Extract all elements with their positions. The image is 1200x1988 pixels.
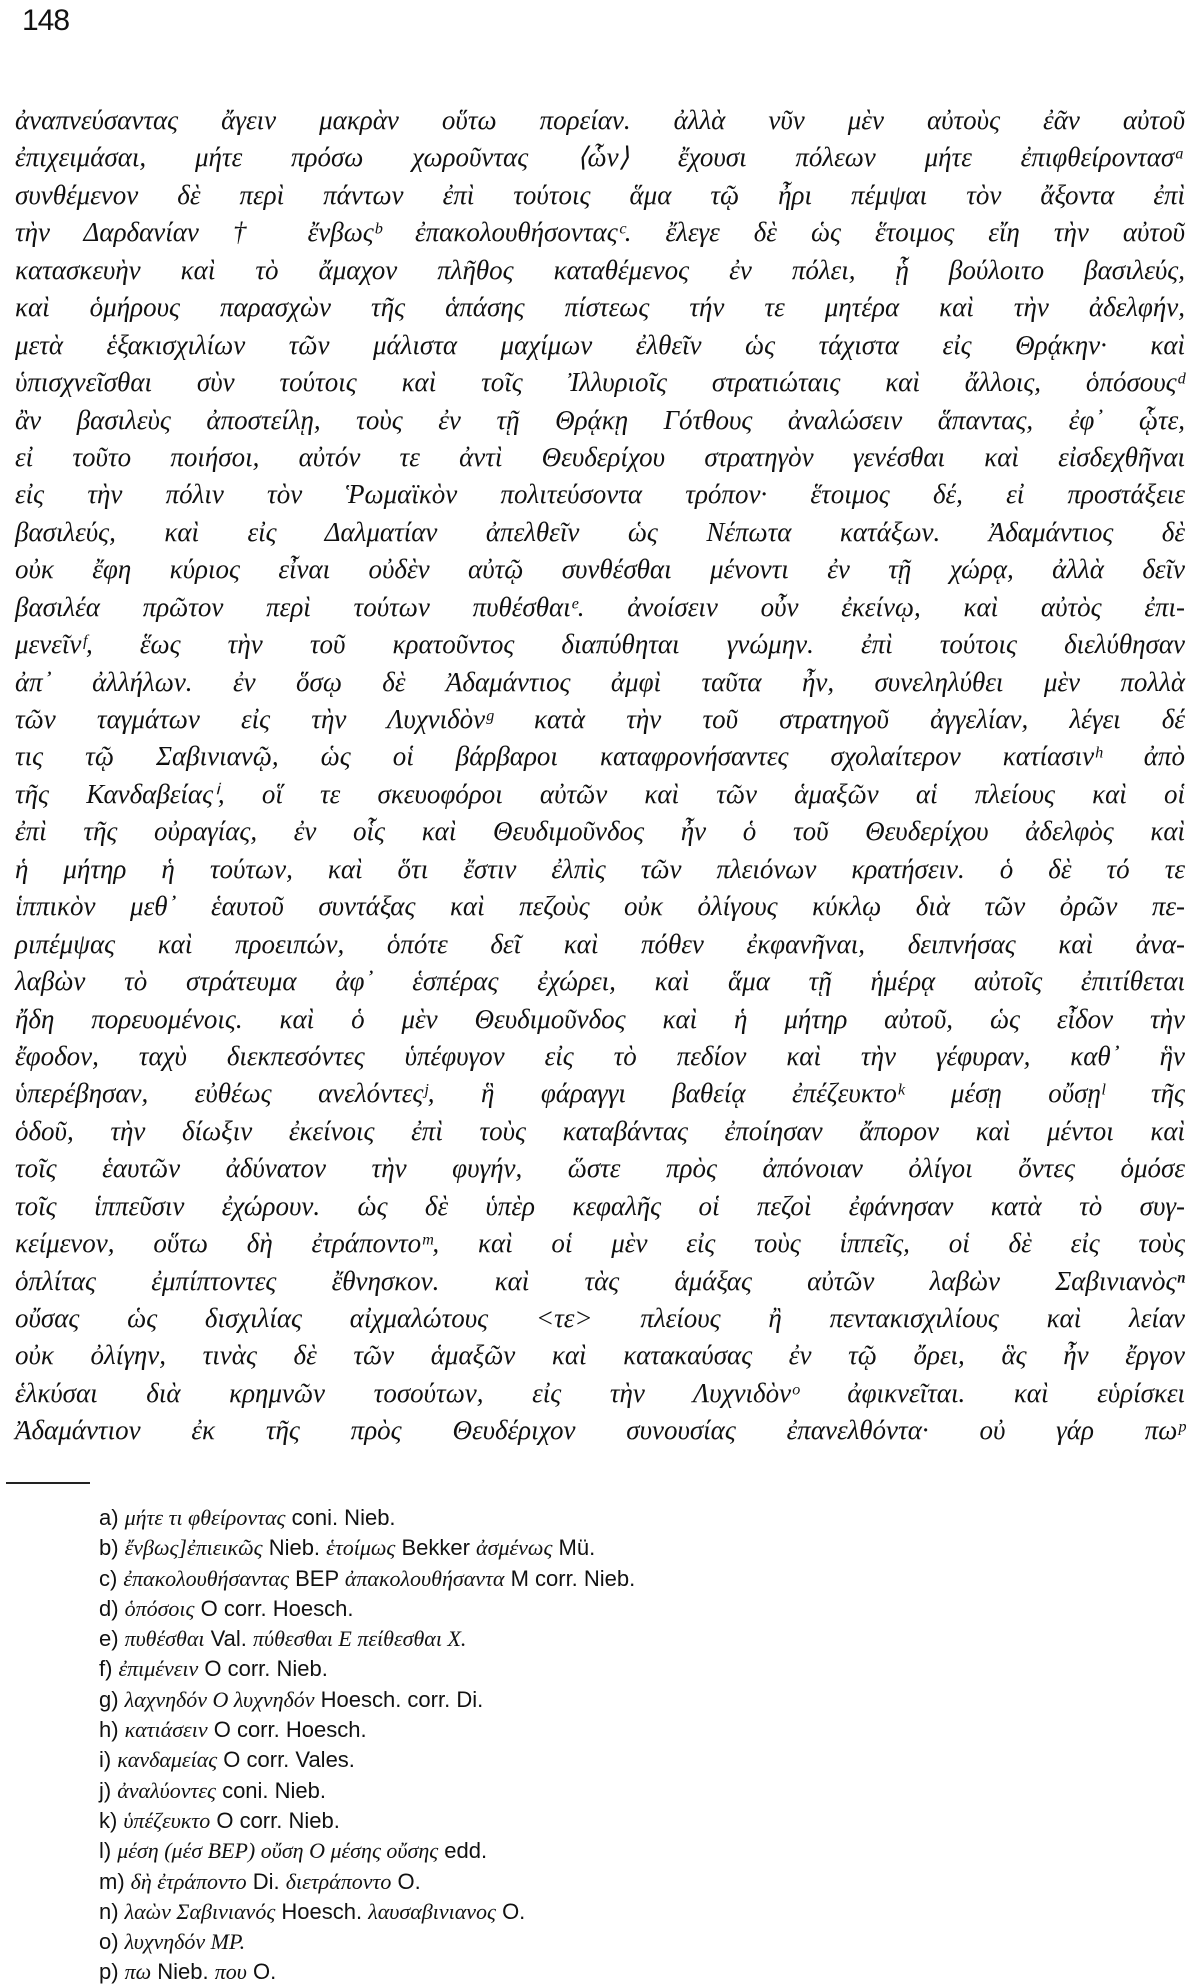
text-line: Ἀδαμάντιον ἐκ τῆς πρὸς Θευδέριχον συνουσίας ἐπανελθόντα· οὐ γάρ πωᵖ [15,1415,1185,1446]
footnote-label: g) [99,1686,119,1712]
footnote-text: BEP [288,1565,345,1591]
footnote [99,1594,635,1624]
text-line: ὑπερέβησαν, εὐθέως ανελόντεςʲ, ἣ φάραγγι βαθείᾳ ἐπέζευκτοᵏ μέσῃ οὔσῃˡ τῆς [15,1078,1185,1109]
text-line: τοῖς ἱππεῦσιν ἐχώρουν. ὡς δὲ ὑπὲρ κεφαλῆς οἱ πεζοὶ ἐφάνησαν κατὰ τὸ συγ- [15,1190,1185,1221]
footnote [99,1836,635,1866]
footnote-greek-text: πυθέσθαι [124,1626,205,1652]
footnote-greek-text: διετράποντο [285,1868,392,1894]
footnote [99,1533,635,1563]
footnote-greek-text: πύθεσθαι E πείθεσθαι X. [253,1626,467,1652]
text-line: τῆς Κανδαβείαςⁱ, οἵ τε σκευοφόροι αὐτῶν καὶ τῶν ἁμαξῶν αἱ πλείους καὶ οἱ [15,778,1185,809]
footnote-greek-text: ὁπόσοις [124,1595,195,1621]
text-line: βασιλεύς, καὶ εἰς Δαλματίαν ἀπελθεῖν ὡς Νέπωτα κατάξων. Ἀδαμάντιος δὲ [15,516,1185,547]
text-line: ἡ μήτηρ ἡ τούτων, καὶ ὅτι ἔστιν ἐλπὶς τῶν πλειόνων κρατήσειν. ὁ δὲ τό τε [15,853,1185,884]
text-line: κείμενον, οὕτω δὴ ἐτράποντοᵐ, καὶ οἱ μὲν εἰς τοὺς ἱππεῖς, οἱ δὲ εἰς τοὺς [15,1228,1185,1259]
footnote-greek-text: πω [124,1959,152,1985]
footnote-greek-text: ἀναλύοντες [117,1777,216,1803]
footnote-greek-text: λαχνηδόν O λυχνηδόν [124,1686,315,1712]
page-number: 148 [22,4,70,37]
text-line: συνθέμενον δὲ περὶ πάντων ἐπὶ τούτοις ἅμα τῷ ἦρι πέμψαι τὸν ἄξοντα ἐπὶ [15,179,1185,210]
footnote-greek-text: ἀσμένως [476,1535,553,1561]
footnote [99,1715,635,1745]
footnote [99,1624,635,1654]
footnote-text: Val. [204,1626,253,1652]
footnote-label: l) [99,1838,112,1864]
text-line: ἐπὶ τῆς οὐραγίας, ἐν οἷς καὶ Θευδιμοῦνδος ἦν ὁ τοῦ Θευδερίχου ἀδελφὸς καὶ [15,816,1185,847]
text-line: τοῖς ἑαυτῶν ἀδύνατον τὴν φυγήν, ὥστε πρὸς ἀπόνοιαν ὀλίγοι ὄντες ὁμόσε [15,1153,1185,1184]
footnote-text: Hoesch. [275,1898,369,1924]
footnote [99,1745,635,1775]
text-line: ἀπ᾽ ἀλλήλων. ἐν ὅσῳ δὲ Ἀδαμάντιος ἀμφὶ ταῦτα ἦν, συνεληλύθει μὲν πολλὰ [15,666,1185,697]
text-line: ὁδοῦ, τὴν δίωξιν ἐκείνοις ἐπὶ τοὺς καταβάντας ἐποίησαν ἄπορον καὶ μέντοι καὶ [15,1115,1185,1146]
footnote-greek-text: λυχνηδόν MP. [124,1929,246,1955]
footnote-text: M corr. Nieb. [504,1565,636,1591]
text-line: ἑλκύσαι διὰ κρημνῶν τοσούτων, εἰς τὴν Λυχνιδὸνᵒ ἀφικνεῖται. καὶ εὑρίσκει [15,1377,1185,1408]
main-text [15,102,1185,1450]
footnote-text: O. [495,1898,526,1924]
text-line: ἐπιχειμάσαι, μήτε πρόσω χωροῦντας ⟨ὧν⟩ ἔχουσι πόλεων μήτε ἐπιφθείροντασᵃ [15,142,1185,173]
footnote [99,1957,635,1987]
text-line: τὴν Δαρδανίαν † ἔνβωςᵇ ἐπακολουθήσονταςᶜ. ἔλεγε δὲ ὡς ἕτοιμος εἴη τὴν αὐτοῦ [15,217,1185,248]
text-line: οὐκ ἔφη κύριος εἶναι οὐδὲν αὐτῷ συνθέσθαι μένοντι ἐν τῇ χώρᾳ, ἀλλὰ δεῖν [15,554,1185,585]
footnote [99,1685,635,1715]
footnote-label: m) [99,1868,125,1894]
footnote-greek-text: λαυσαβινιανος [368,1898,496,1924]
footnote-text: Mü. [552,1535,596,1561]
footnote-text: Bekker [395,1535,477,1561]
footnote-text: Di. [246,1868,286,1894]
footnote-text: edd. [438,1838,488,1864]
footnote-text: O. [246,1959,277,1985]
footnote-text: Hoesch. corr. Di. [314,1686,484,1712]
footnote-text: coni. Nieb. [285,1505,396,1530]
footnote-text: coni. Nieb. [215,1777,327,1803]
text-line: ἤδη πορευομένοις. καὶ ὁ μὲν Θευδιμοῦνδος καὶ ἡ μήτηρ αὐτοῦ, ὡς εἶδον τὴν [15,1003,1185,1034]
footnote-text: O corr. Vales. [217,1747,355,1773]
text-line: κατασκευὴν καὶ τὸ ἄμαχον πλῆθος καταθέμενος ἐν πόλει, ᾗ βούλοιτο βασιλεύς, [15,254,1185,285]
text-line: τῶν ταγμάτων εἰς τὴν Λυχνιδὸνᵍ κατὰ τὴν τοῦ στρατηγοῦ ἀγγελίαν, λέγει δέ [15,704,1185,734]
footnote-greek-text: ὑπέζευκτο [123,1807,211,1833]
footnote-label: k) [99,1807,118,1833]
footnote-label: n) [99,1898,119,1924]
footnote-divider [6,1482,90,1484]
text-line: οὐκ ὀλίγην, τινὰς δὲ τῶν ἁμαξῶν καὶ κατακαύσας ἐν τῷ ὄρει, ἃς ἦν ἔργον [15,1340,1185,1371]
text-line: ἀναπνεύσαντας ἄγειν μακρὰν οὕτω πορείαν. ἀλλὰ νῦν μὲν αὐτοὺς ἐᾶν αὐτοῦ [15,105,1185,135]
footnotes [99,1503,635,1988]
footnote-greek-text: ἐπακολουθήσαντας [123,1565,289,1591]
footnote [99,1654,635,1684]
text-line: εἰς τὴν πόλιν τὸν Ῥωμαϊκὸν πολιτεύσοντα τρόπον· ἕτοιμος δέ, εἰ προστάξειε [15,479,1185,510]
footnote-greek-text: που [214,1959,247,1985]
text-line: μετὰ ἑξακισχιλίων τῶν μάλιστα μαχίμων ἐλθεῖν ὡς τάχιστα εἰς Θρᾴκην· καὶ [15,329,1185,360]
footnote-greek-text: κατιάσειν [124,1717,208,1743]
text-line: λαβὼν τὸ στράτευμα ἀφ᾽ ἑσπέρας ἐχώρει, καὶ ἅμα τῇ ἡμέρᾳ αὐτοῖς ἐπιτίθεται [15,966,1185,997]
text-line: βασιλέα πρῶτον περὶ τούτων πυθέσθαιᵉ. ἀνοίσειν οὖν ἐκείνῳ, καὶ αὐτὸς ἐπι- [15,591,1185,622]
footnote [99,1927,635,1957]
text-line: ἱππικὸν μεθ᾽ ἑαυτοῦ συντάξας καὶ πεζοὺς οὐκ ὀλίγους κύκλῳ διὰ τῶν ὀρῶν πε- [15,891,1185,922]
footnote-greek-text: λαὼν Σαβινιανός [124,1898,276,1924]
footnote-text: O corr. Nieb. [210,1807,340,1833]
footnote-text: O corr. Hoesch. [194,1595,354,1621]
footnote-label: a) [99,1505,119,1530]
footnote [99,1776,635,1806]
footnote [99,1503,635,1533]
footnote-greek-text: ἔνβως]ἐπιεικῶς [124,1535,263,1561]
footnote [99,1564,635,1594]
footnote-label: j) [99,1777,112,1803]
text-line: ριπέμψας καὶ προειπών, ὁπότε δεῖ καὶ πόθεν ἐκφανῆναι, δειπνήσας καὶ ἀνα- [15,928,1185,959]
text-line: ὁπλίτας ἐμπίπτοντες ἔθνησκον. καὶ τὰς ἁμάξας αὐτῶν λαβὼν Σαβινιανὸςⁿ [15,1265,1185,1296]
footnote-greek-text: δὴ ἐτράποντο [130,1868,247,1894]
footnote-label: d) [99,1595,119,1621]
text-line: ἂν βασιλεὺς ἀποστείλῃ, τοὺς ἐν τῇ Θρᾴκῃ Γότθους ἀναλώσειν ἅπαντας, ἐφ᾽ ᾧτε, [15,404,1185,435]
footnote-label: b) [99,1535,119,1561]
text-line: ἔφοδον, ταχὺ διεκπεσόντες ὑπέφυγον εἰς τὸ πεδίον καὶ τὴν γέφυραν, καθ᾽ ἣν [15,1040,1185,1071]
footnote [99,1867,635,1897]
footnote-text: Nieb. [151,1959,215,1985]
text-line: τις τῷ Σαβινιανῷ, ὡς οἱ βάρβαροι καταφρονήσαντες σχολαίτερον κατίασινʰ ἀπὸ [15,741,1185,772]
text-line: ὑπισχνεῖσθαι σὺν τούτοις καὶ τοῖς Ἰλλυριοῖς στρατιώταις καὶ ἄλλοις, ὁπόσουςᵈ [15,367,1185,398]
footnote-greek-text: μέση (μέσ BEP) οὔση O μέσης οὔσης [117,1838,439,1864]
footnote-label: i) [99,1747,112,1773]
footnote [99,1897,635,1927]
footnote-label: o) [99,1929,119,1955]
text-line: εἰ τοῦτο ποιήσοι, αὐτόν τε ἀντὶ Θευδερίχου στρατηγὸν γενέσθαι καὶ εἰσδεχθῆναι [15,441,1185,472]
footnote-label: p) [99,1959,119,1985]
footnote [99,1806,635,1836]
text-line: καὶ ὁμήρους παρασχὼν τῆς ἁπάσης πίστεως τήν τε μητέρα καὶ τὴν ἀδελφήν, [15,292,1185,323]
footnote-label: e) [99,1626,119,1652]
footnote-label: f) [99,1656,113,1682]
footnote-text: Nieb. [262,1535,327,1561]
footnote-greek-text: μήτε τι φθείροντας [124,1505,286,1530]
footnote-greek-text: ἐπιμένειν [118,1656,199,1682]
text-line: μενεῖνᶠ, ἕως τὴν τοῦ κρατοῦντος διαπύθηται γνώμην. ἐπὶ τούτοις διελύθησαν [15,629,1185,660]
footnote-greek-text: κανδαμείας [117,1747,218,1773]
footnote-text: O. [391,1868,421,1894]
footnote-label: c) [99,1565,118,1591]
footnote-greek-text: ἀπακολουθήσαντα [344,1565,505,1591]
footnote-text: O corr. Nieb. [198,1656,328,1682]
footnote-label: h) [99,1717,119,1743]
footnote-greek-text: ἑτοίμως [326,1535,396,1561]
text-line: οὔσας ὡς δισχιλίας αἰχμαλώτους <τε> πλείους ἢ πεντακισχιλίους καὶ λείαν [15,1303,1185,1333]
footnote-text: O corr. Hoesch. [207,1717,367,1743]
